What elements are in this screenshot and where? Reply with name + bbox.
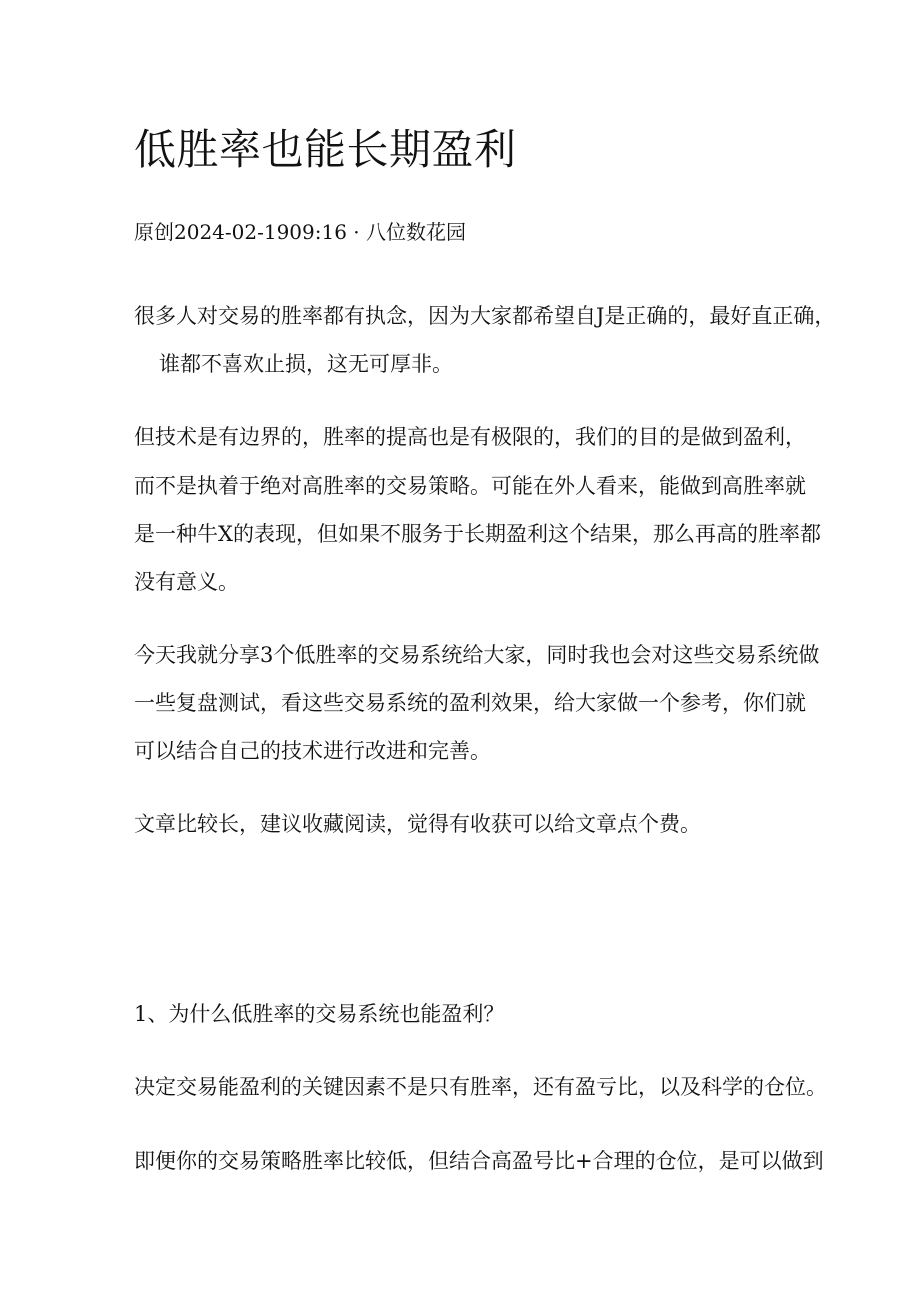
paragraph-3-line-3: 可以结合自己的技术进行改进和完善。 xyxy=(134,739,491,763)
article-meta: 原创2024-02-1909:16 · 八位数花园 xyxy=(134,220,467,244)
section-1-paragraph-2: 即便你的交易策略胜率比较低，但结合高盈号比+合理的仓位，是可以做到 xyxy=(134,1149,824,1173)
paragraph-2-line-4: 没有意义。 xyxy=(134,570,239,594)
paragraph-3-line-1: 今天我就分享3个低胜率的交易系统给大家，同时我也会对这些交易系统做 xyxy=(134,643,820,667)
article-title: 低胜率也能长期盈利 xyxy=(134,125,517,174)
section-1-paragraph-1: 决定交易能盈利的关键因素不是只有胜率，还有盈亏比，以及科学的仓位。 xyxy=(134,1075,827,1099)
paragraph-3-line-2: 一些复盘测试，看这些交易系统的盈利效果，给大家做一个参考，你们就 xyxy=(134,691,806,715)
section-1-heading: 1、为什么低胜率的交易系统也能盈利？ xyxy=(134,1002,505,1026)
paragraph-2-line-2: 而不是执着于绝对高胜率的交易策略。可能在外人看来，能做到高胜率就 xyxy=(134,474,806,498)
paragraph-1-line-1: 很多人对交易的胜率都有执念，因为大家都希望自J是正确的，最好直正确， xyxy=(134,304,836,328)
paragraph-2-line-3: 是一种牛X的表现，但如果不服务于长期盈利这个结果，那么再高的胜率都 xyxy=(134,522,821,546)
paragraph-1-line-2: 谁都不喜欢止损，这无可厚非。 xyxy=(159,352,453,376)
paragraph-4-line-1: 文章比较长，建议收藏阅读，觉得有收获可以给文章点个费。 xyxy=(134,812,701,836)
paragraph-2-line-1: 但技术是有边界的，胜率的提高也是有极限的，我们的目的是做到盈利， xyxy=(134,425,806,449)
